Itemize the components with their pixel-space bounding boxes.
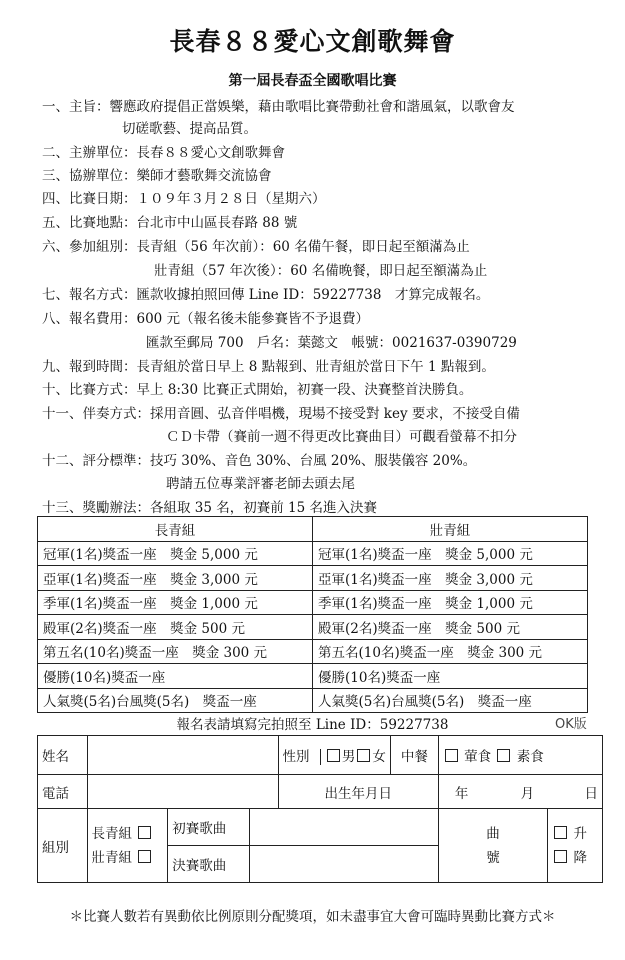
awards-header-senior: 長青組 — [38, 517, 313, 542]
song-number-label-1: 曲 — [486, 825, 500, 842]
rule-scoring-cont: 聘請五位專業評審老師去頭去尾 — [166, 476, 355, 492]
table-row — [38, 639, 588, 664]
key-down-checkbox[interactable] — [554, 850, 567, 863]
rule-fee-account: 匯款至郵局 700 戶名：葉懿文 帳號：0021637-0390729 — [146, 335, 517, 351]
award-cell: 殿軍(2名)獎盃一座 獎金 500 元 — [313, 615, 588, 640]
award-cell: 優勝(10名)獎盃一座 — [313, 664, 588, 689]
rule-registration: 七、報名方式：匯款收據拍照回傳 Line ID：59227738 才算完成報名。 — [42, 287, 490, 303]
subtitle: 第一屆長春盃全國歌唱比賽 — [228, 73, 397, 89]
key-up-checkbox[interactable] — [554, 826, 567, 839]
female-label: 女 — [372, 749, 386, 765]
meat-checkbox[interactable] — [445, 749, 458, 762]
rule-organizer: 二、主辦單位：長春８８愛心文創歌舞會 — [42, 145, 285, 161]
rule-accompaniment: 十一、伴奏方式：採用音圓、弘音伴唱機，現場不接受對 key 要求，不接受自備 — [42, 406, 520, 422]
song-number-label — [438, 809, 547, 883]
birth-field[interactable] — [438, 775, 602, 809]
senior-checkbox[interactable] — [138, 826, 151, 839]
veg-checkbox[interactable] — [497, 749, 510, 762]
prelim-song-label: 初賽歌曲 — [168, 809, 250, 846]
day-label: 日 — [584, 785, 598, 802]
senior-label: 長青組 — [91, 825, 133, 842]
gender-label: 性別 — [282, 749, 310, 765]
rule-checkin: 九、報到時間：長青組於當日早上 8 點報到、壯青組於當日下午 1 點報到。 — [42, 359, 495, 375]
rule-groups: 六、參加組別：長青組（56 年次前）：60 名備午餐，即日起至額滿為止 — [42, 239, 470, 255]
ok-label: OK版 — [555, 717, 587, 732]
rule-co-organizer: 三、協辦單位：樂師才藝歌舞交流協會 — [42, 168, 272, 184]
female-checkbox[interactable] — [357, 749, 370, 762]
final-song-label: 決賽歌曲 — [168, 846, 250, 883]
lunch-options — [438, 736, 602, 775]
award-cell: 殿軍(2名)獎盃一座 獎金 500 元 — [38, 615, 313, 640]
award-cell: 冠軍(1名)獎盃一座 獎金 5,000 元 — [38, 541, 313, 566]
award-cell: 季軍(1名)獎盃一座 獎金 1,000 元 — [38, 590, 313, 615]
veg-label: 素食 — [516, 749, 544, 765]
table-row — [38, 566, 588, 591]
lunch-label: 中餐 — [390, 736, 438, 775]
final-song-field[interactable] — [250, 846, 439, 883]
awards-header-row — [38, 517, 588, 542]
year-label: 年 — [454, 785, 469, 802]
award-cell: 冠軍(1名)獎盃一座 獎金 5,000 元 — [313, 541, 588, 566]
rule-venue: 五、比賽地點：台北市中山區長春路 88 號 — [42, 215, 298, 231]
table-row — [38, 688, 588, 713]
award-cell: 第五名(10名)獎盃一座 獎金 300 元 — [38, 639, 313, 664]
award-cell: 季軍(1名)獎盃一座 獎金 1,000 元 — [313, 590, 588, 615]
rule-purpose: 一、主旨：響應政府提倡正當娛樂，藉由歌唱比賽帶動社會和諧風氣，以歌會友 — [42, 99, 515, 115]
name-label: 姓名 — [38, 736, 88, 775]
award-cell: 優勝(10名)獎盃一座 — [38, 664, 313, 689]
award-cell: 人氣獎(5名)台風獎(5名) 獎盃一座 — [313, 688, 588, 713]
junior-checkbox[interactable] — [138, 850, 151, 863]
group-label: 組別 — [38, 809, 88, 883]
male-checkbox[interactable] — [327, 749, 340, 762]
phone-field[interactable] — [87, 775, 278, 809]
footer-note: ＊比賽人數若有異動依比例原則分配獎項，如未盡事宜大會可臨時異動比賽方式＊ — [69, 909, 556, 925]
page-title: 長春８８愛心文創歌舞會 — [169, 27, 456, 56]
table-row — [38, 541, 588, 566]
award-cell: 人氣獎(5名)台風獎(5名) 獎盃一座 — [38, 688, 313, 713]
meat-label: 葷食 — [464, 749, 492, 765]
name-field[interactable] — [87, 736, 278, 775]
awards-table — [37, 516, 588, 713]
phone-label: 電話 — [38, 775, 88, 809]
rule-accompaniment-cont: ＣＤ卡帶（賽前一週不得更改比賽曲目）可觀看螢幕不扣分 — [166, 429, 517, 445]
table-row — [38, 590, 588, 615]
rule-fee: 八、報名費用：600 元（報名後未能參賽皆不予退費） — [42, 311, 370, 327]
gender-cell — [278, 736, 390, 775]
rule-scoring: 十二、評分標準：技巧 30%、音色 30%、台風 20%、服裝儀容 20%。 — [42, 453, 477, 469]
key-up-label: 升 — [573, 825, 588, 842]
prelim-song-field[interactable] — [250, 809, 439, 846]
form-note: 報名表請填寫完拍照至 Line ID：59227738 — [176, 717, 449, 733]
rule-format: 十、比賽方式：早上 8:30 比賽正式開始，初賽一段、決賽整首決勝負。 — [42, 382, 473, 398]
rule-date: 四、比賽日期：１０９年３月２８日（星期六） — [42, 191, 326, 207]
award-cell: 第五名(10名)獎盃一座 獎金 300 元 — [313, 639, 588, 664]
month-label: 月 — [520, 785, 535, 802]
award-cell: 亞軍(1名)獎盃一座 獎金 3,000 元 — [38, 566, 313, 591]
junior-label: 壯青組 — [91, 849, 133, 866]
birth-label: 出生年月日 — [278, 775, 438, 809]
male-label: 男 — [341, 749, 356, 765]
rule-purpose-cont: 切磋歌藝、提高品質。 — [122, 121, 257, 137]
rule-groups-cont: 壯青組（57 年次後）：60 名備晚餐，即日起至額滿為止 — [154, 263, 488, 279]
group-options — [87, 809, 168, 883]
award-cell: 亞軍(1名)獎盃一座 獎金 3,000 元 — [313, 566, 588, 591]
table-row — [38, 615, 588, 640]
key-down-label: 降 — [573, 849, 588, 866]
table-row — [38, 664, 588, 689]
song-number-label-2: 號 — [486, 849, 500, 866]
key-options — [548, 809, 603, 883]
registration-form — [37, 735, 603, 883]
rule-awards: 十三、獎勵辦法：各組取 35 名，初賽前 15 名進入決賽 — [42, 500, 378, 516]
awards-header-junior: 壯青組 — [313, 517, 588, 542]
